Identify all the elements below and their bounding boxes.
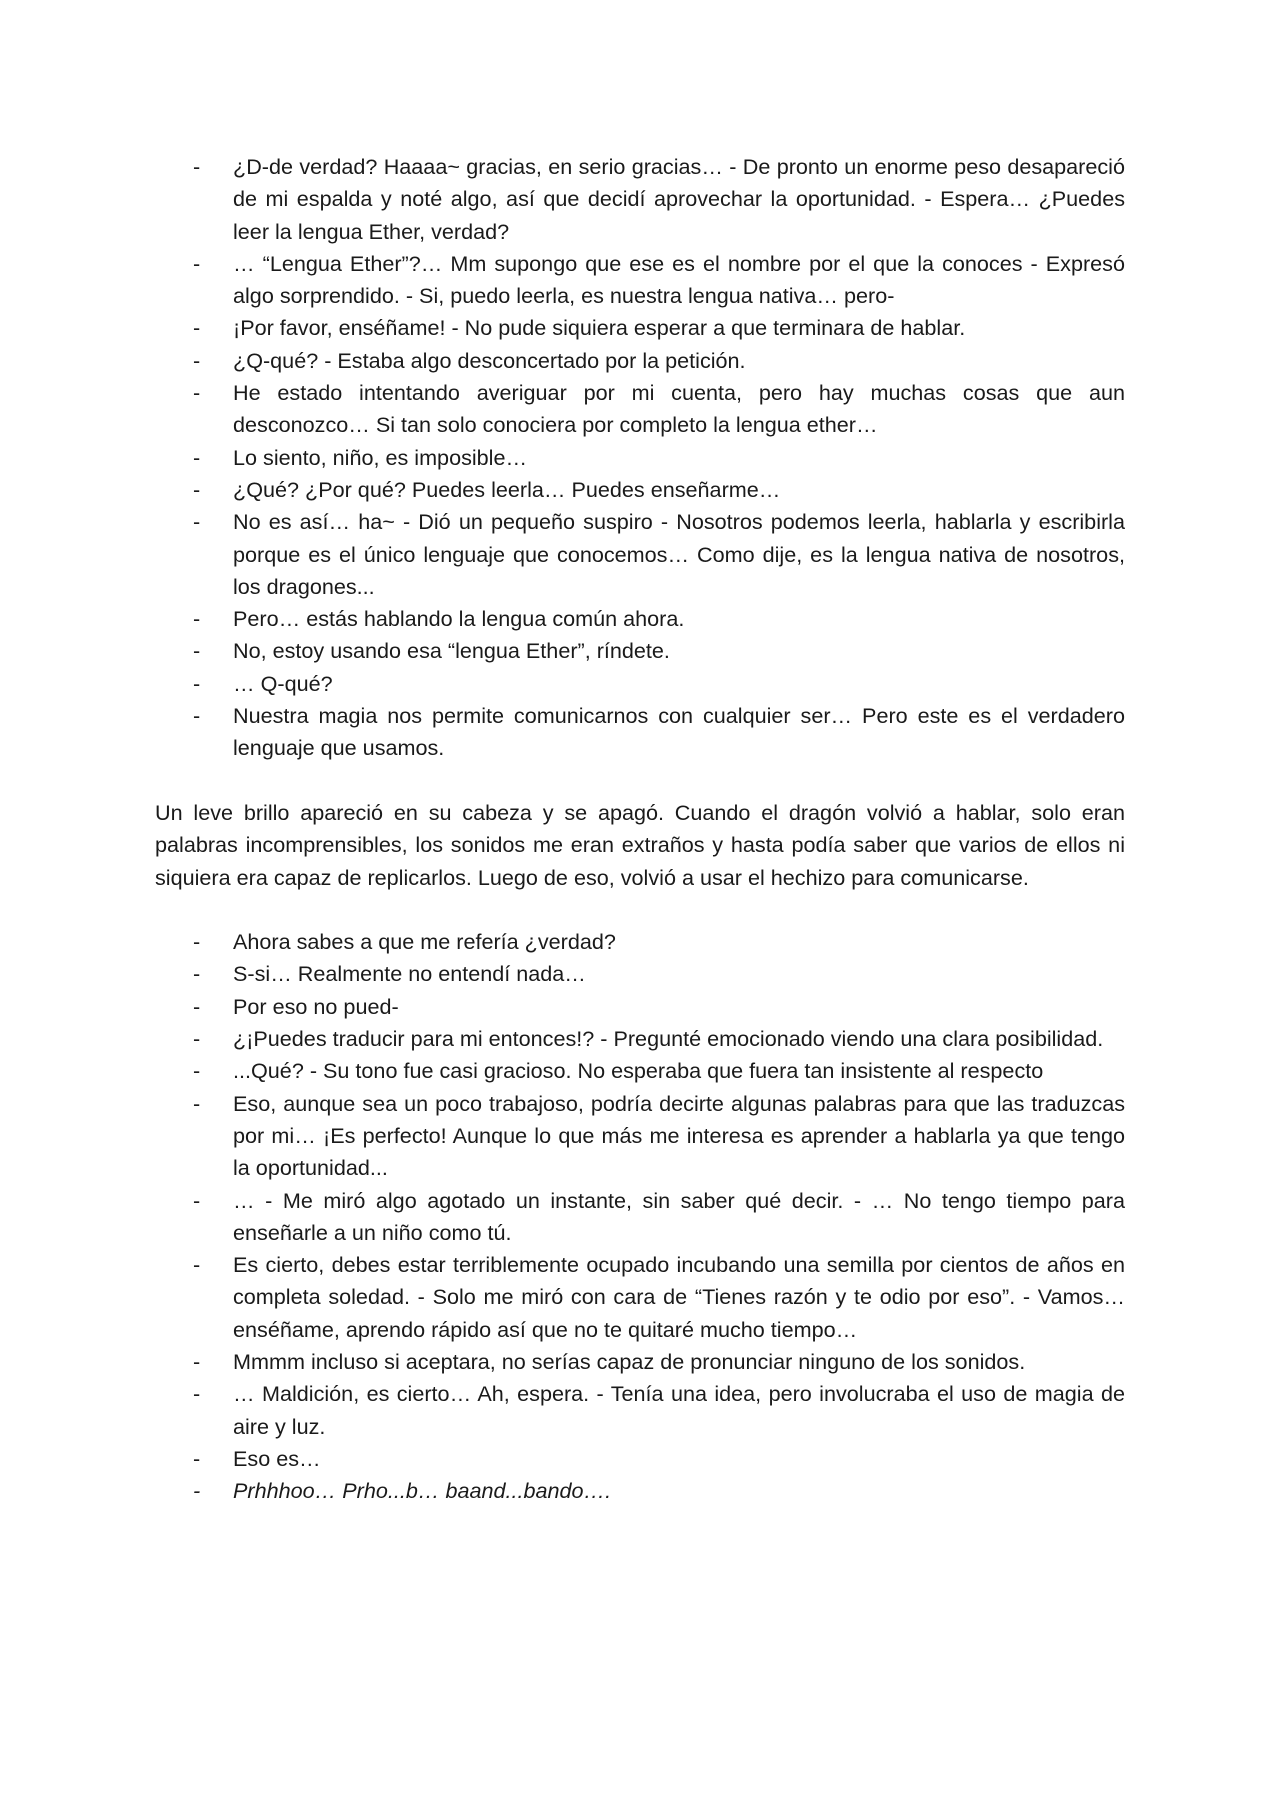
dialogue-list-1 bbox=[155, 151, 1125, 765]
dialogue-line: - Por eso no pued- bbox=[155, 991, 1125, 1023]
dialogue-line: - … Q-qué? bbox=[155, 668, 1125, 700]
dialogue-line: - Pero… estás hablando la lengua común ahora. bbox=[155, 603, 1125, 635]
dialogue-line-italic: - Prhhhoo… Prho...b… baand...bando…. bbox=[155, 1475, 1125, 1507]
dialogue-line: - Eso, aunque sea un poco trabajoso, podría decirte algunas palabras para que las traduzcas por mi… ¡Es perfecto! Aunque lo que más me interesa es aprender a hablarla ya que tengo la oportunidad... bbox=[155, 1088, 1125, 1185]
dialogue-line: - Es cierto, debes estar terriblemente ocupado incubando una semilla por cientos de años en completa soledad. - Solo me miró con cara de “Tienes razón y te odio por eso”. - Vamos… enséñame, aprendo rápido así que no te quitaré mucho tiempo… bbox=[155, 1249, 1125, 1346]
dialogue-line: - He estado intentando averiguar por mi cuenta, pero hay muchas cosas que aun desconozco… Si tan solo conociera por completo la lengua ether… bbox=[155, 377, 1125, 442]
narration-paragraph: Un leve brillo apareció en su cabeza y se apagó. Cuando el dragón volvió a hablar, solo eran palabras incomprensibles, los sonidos me eran extraños y hasta podía saber que varios de ellos ni siquiera era capaz de replicarlos. Luego de eso, volvió a usar el hechizo para comunicarse. bbox=[155, 799, 1125, 890]
dialogue-line: - Ahora sabes a que me refería ¿verdad? bbox=[155, 926, 1125, 958]
dialogue-line: - Nuestra magia nos permite comunicarnos con cualquier ser… Pero este es el verdadero lenguaje que usamos. bbox=[155, 700, 1125, 765]
dialogue-line: - Eso es… bbox=[155, 1443, 1125, 1475]
dialogue-line: - No es así… ha~ - Dió un pequeño suspiro - Nosotros podemos leerla, hablarla y escribirla porque es el único lenguaje que conocemos… Como dije, es la lengua nativa de nosotros, los dragones... bbox=[155, 506, 1125, 603]
dialogue-line: - ¡Por favor, enséñame! - No pude siquiera esperar a que terminara de hablar. bbox=[155, 312, 1125, 344]
dialogue-line: - ¿D-de verdad? Haaaa~ gracias, en serio gracias… - De pronto un enorme peso desapareció de mi espalda y noté algo, así que decidí aprovechar la oportunidad. - Espera… ¿Puedes leer la lengua Ether, verdad? bbox=[155, 151, 1125, 248]
dialogue-line: - ¿¡Puedes traducir para mi entonces!? - Pregunté emocionado viendo una clara posibilidad. bbox=[155, 1023, 1125, 1055]
document-page bbox=[155, 151, 1125, 1507]
dialogue-line: - S-si… Realmente no entendí nada… bbox=[155, 958, 1125, 990]
dialogue-list-2 bbox=[155, 926, 1125, 1507]
dialogue-line: - ¿Q-qué? - Estaba algo desconcertado por la petición. bbox=[155, 345, 1125, 377]
dialogue-line: - … - Me miró algo agotado un instante, sin saber qué decir. - … No tengo tiempo para enseñarle a un niño como tú. bbox=[155, 1185, 1125, 1250]
dialogue-line: - No, estoy usando esa “lengua Ether”, ríndete. bbox=[155, 635, 1125, 667]
dialogue-line: - ...Qué? - Su tono fue casi gracioso. No esperaba que fuera tan insistente al respecto bbox=[155, 1055, 1125, 1087]
dialogue-line: - Mmmm incluso si aceptara, no serías capaz de pronunciar ninguno de los sonidos. bbox=[155, 1346, 1125, 1378]
dialogue-line: - … Maldición, es cierto… Ah, espera. - Tenía una idea, pero involucraba el uso de magia de aire y luz. bbox=[155, 1378, 1125, 1443]
dialogue-line: - … “Lengua Ether”?… Mm supongo que ese es el nombre por el que la conoces - Expresó algo sorprendido. - Si, puedo leerla, es nuestra lengua nativa… pero- bbox=[155, 248, 1125, 313]
dialogue-line: - ¿Qué? ¿Por qué? Puedes leerla… Puedes enseñarme… bbox=[155, 474, 1125, 506]
dialogue-line: - Lo siento, niño, es imposible… bbox=[155, 442, 1125, 474]
